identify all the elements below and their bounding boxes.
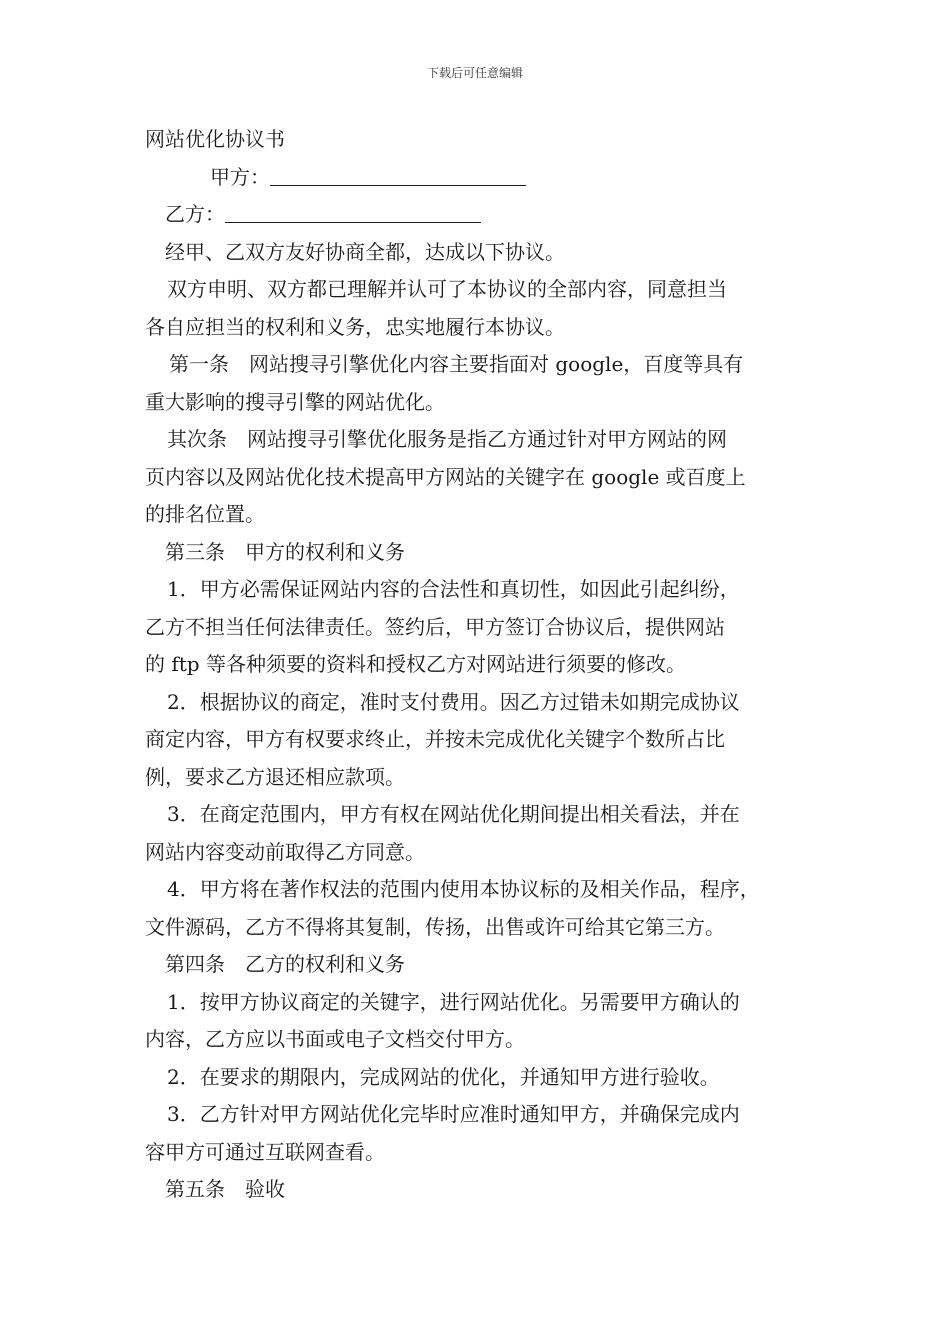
article-4-item-1-line-1: 1．按甲方协议商定的关键字，进行网站优化。另需要甲方确认的 bbox=[167, 989, 740, 1014]
article-3-item-4-line-2: 文件源码，乙方不得将其复制，传扬，出售或许可给其它第三方。 bbox=[145, 914, 725, 939]
article-3-item-2-line-1: 2．根据协议的商定，准时支付费用。因乙方过错未如期完成协议 bbox=[167, 689, 740, 714]
article-3-item-1-line-2: 乙方不担当任何法律责任。签约后，甲方签订合协议后，提供网站 bbox=[145, 614, 725, 639]
article-1-line-1: 第一条 网站搜寻引擎优化内容主要指面对 google，百度等具有 bbox=[169, 352, 744, 376]
article-4-item-3-line-2: 容甲方可通过互联网查看。 bbox=[145, 1139, 385, 1164]
article-4-item-1-line-2: 内容，乙方应以书面或电子文档交付甲方。 bbox=[145, 1027, 525, 1051]
article-3-item-1-line-1: 1．甲方必需保证网站内容的合法性和真切性，如因此引起纠纷， bbox=[167, 577, 740, 601]
article-3-item-2-line-2: 商定内容，甲方有权要求终止，并按未完成优化关键字个数所占比 bbox=[145, 727, 725, 751]
article-5-title: 第五条 验收 bbox=[165, 1177, 285, 1201]
article-2-line-2: 页内容以及网站优化技术提高甲方网站的关键字在 google 或百度上 bbox=[145, 464, 746, 489]
article-2-line-1: 其次条 网站搜寻引擎优化服务是指乙方通过针对甲方网站的网 bbox=[167, 427, 727, 451]
article-4-item-3-line-1: 3．乙方针对甲方网站优化完毕时应准时通知甲方，并确保完成内 bbox=[167, 1102, 740, 1126]
party-a-line bbox=[145, 159, 817, 197]
article-1-line-2: 重大影响的搜寻引擎的网站优化。 bbox=[145, 389, 445, 414]
article-3-item-3-line-1: 3．在商定范围内，甲方有权在网站优化期间提出相关看法，并在 bbox=[167, 802, 740, 826]
party-b-line bbox=[145, 196, 817, 234]
party-b-label: 乙方： bbox=[165, 202, 225, 226]
article-4-item-2-line-1: 2．在要求的期限内，完成网站的优化，并通知甲方进行验收。 bbox=[167, 1064, 720, 1089]
article-3-item-3-line-2: 网站内容变动前取得乙方同意。 bbox=[145, 839, 425, 864]
page-header-note: 下载后可任意编辑 bbox=[426, 66, 523, 80]
article-3-item-2-line-3: 例，要求乙方退还相应款项。 bbox=[145, 764, 405, 789]
article-3-item-1-line-3: 的 ftp 等各种须要的资料和授权乙方对网站进行须要的修改。 bbox=[145, 652, 686, 676]
article-3-title: 第三条 甲方的权利和义务 bbox=[165, 539, 405, 564]
article-4-title: 第四条 乙方的权利和义务 bbox=[165, 952, 405, 976]
party-a-blank bbox=[270, 165, 526, 186]
article-2-line-3: 的排名位置。 bbox=[145, 502, 265, 526]
party-b-blank bbox=[225, 202, 481, 223]
party-a-label: 甲方： bbox=[210, 164, 270, 189]
document-title: 网站优化协议书 bbox=[145, 127, 285, 151]
declaration-line-1: 双方申明、双方都已理解并认可了本协议的全部内容，同意担当 bbox=[167, 277, 727, 301]
declaration-line-2: 各自应担当的权利和义务，忠实地履行本协议。 bbox=[145, 314, 565, 339]
document-body bbox=[145, 121, 817, 1209]
intro-paragraph: 经甲、乙双方友好协商全都，达成以下协议。 bbox=[165, 239, 565, 264]
article-3-item-4-line-1: 4．甲方将在著作权法的范围内使用本协议标的及相关作品，程序， bbox=[167, 877, 760, 901]
